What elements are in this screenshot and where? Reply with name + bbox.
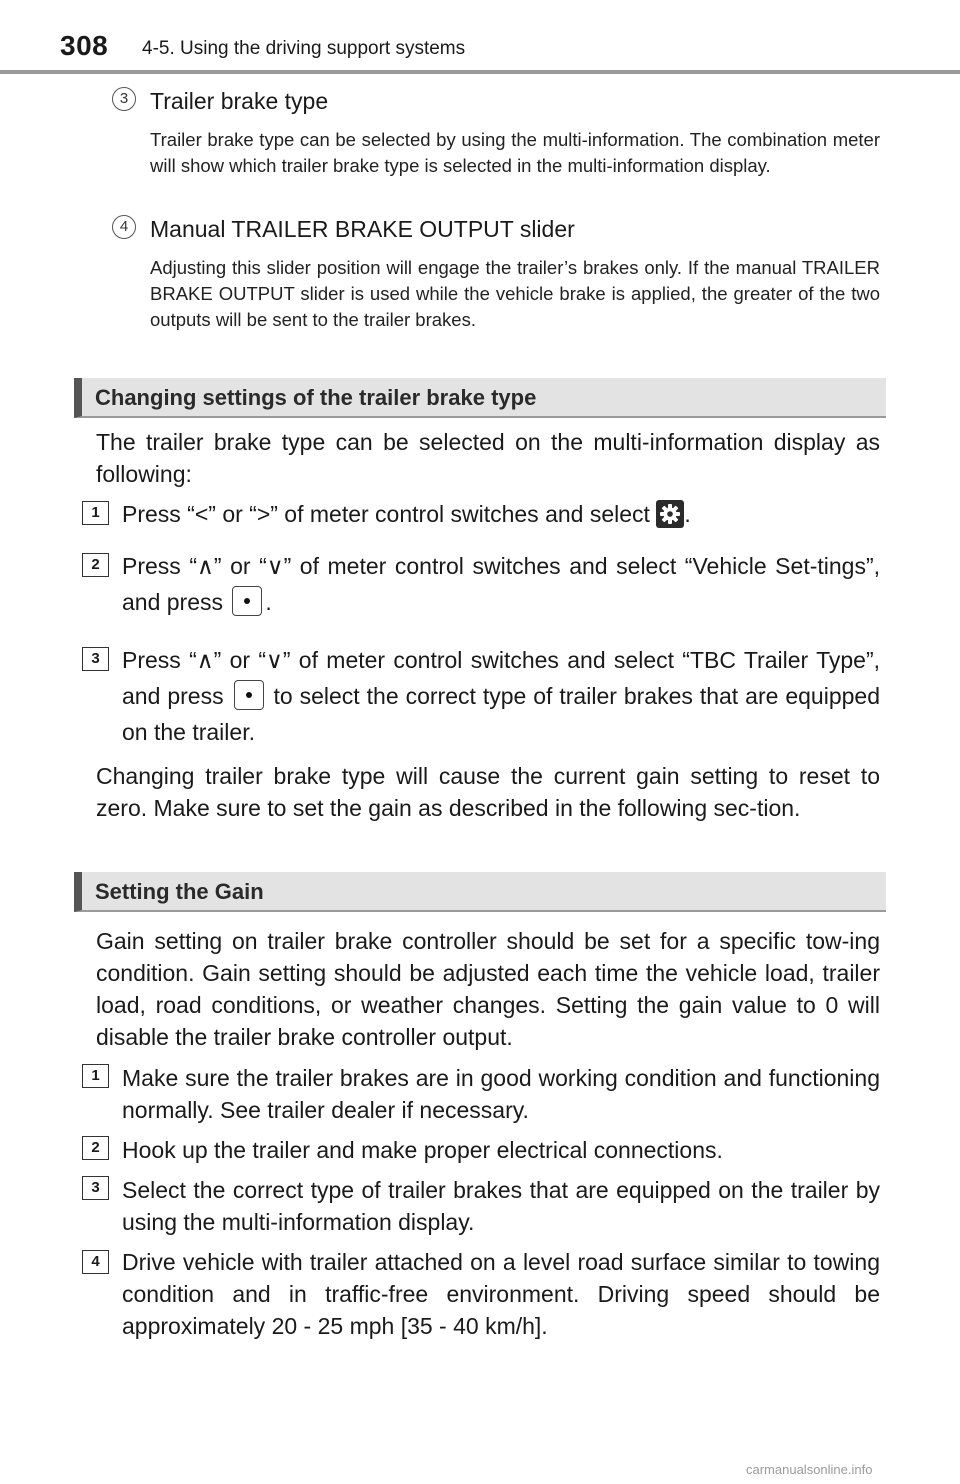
step-number: 2 xyxy=(82,553,109,577)
step-text-part: Press “∧” or “∨” of meter control switches and select “Vehicle Set-tings”, and press xyxy=(122,553,880,615)
step-text: Make sure the trailer brakes are in good working condition and functioning normally. See trailer dealer if necessary. xyxy=(122,1065,880,1123)
item-body: Trailer brake type can be selected by using the multi-information. The combination meter will show which trailer brake type is selected in the multi-information display. xyxy=(150,129,880,176)
watermark: carmanualsonline.info xyxy=(746,1462,873,1477)
step-text xyxy=(122,496,880,532)
step-text-part: to select the correct type of trailer brakes that are equipped on the trailer. xyxy=(122,683,880,745)
step-text-part: . xyxy=(684,501,691,527)
step-text: Drive vehicle with trailer attached on a level road surface similar to towing condition and in traffic-free environment. Driving speed should be approximately 20 - 25 mph [35 - 40 km/h]. xyxy=(122,1249,880,1339)
step-text-part: Press “<” or “>” of meter control switches and select xyxy=(122,501,657,527)
section-heading: Setting the Gain xyxy=(95,879,264,904)
step-text xyxy=(122,642,880,750)
callout-number: 4 xyxy=(112,215,136,239)
step-number: 4 xyxy=(82,1250,109,1274)
section-intro: The trailer brake type can be selected on the multi-information display as following: xyxy=(96,429,880,487)
item-title: Manual TRAILER BRAKE OUTPUT slider xyxy=(150,216,575,242)
step-text xyxy=(122,548,880,620)
step-number: 1 xyxy=(82,1064,109,1088)
enter-key-icon xyxy=(232,586,262,616)
item-title: Trailer brake type xyxy=(150,88,329,114)
step-text-part: . xyxy=(265,589,272,615)
header-rule xyxy=(0,70,960,74)
gear-icon xyxy=(656,500,684,528)
section-heading-bar xyxy=(74,872,886,912)
section-intro: Gain setting on trailer brake controller should be set for a specific tow-ing condition. Gain setting should be adjusted each time the vehicle load, trailer load, road conditions, or weather changes. Setting the gain value to 0 will disable the trailer brake controller output. xyxy=(96,928,880,1050)
section-note: Changing trailer brake type will cause the current gain setting to reset to zero. Make sure to set the gain as described in the following sec-tion. xyxy=(96,763,880,821)
section-heading-bar xyxy=(74,378,886,418)
enter-key-icon xyxy=(234,680,264,710)
step-number: 3 xyxy=(82,647,109,671)
callout-number: 3 xyxy=(112,87,136,111)
item-body: Adjusting this slider position will engage the trailer’s brakes only. If the manual TRAILER BRAKE OUTPUT slider is used while the vehicle brake is applied, the greater of the two outputs will be sent to the trailer brakes. xyxy=(150,257,880,330)
section-path: 4-5. Using the driving support systems xyxy=(142,38,466,59)
step-text: Select the correct type of trailer brakes that are equipped on the trailer by using the multi-information display. xyxy=(122,1177,880,1235)
step-text: Hook up the trailer and make proper electrical connections. xyxy=(122,1137,723,1163)
page-header xyxy=(0,0,960,76)
page-number: 308 xyxy=(60,30,109,61)
step-number: 1 xyxy=(82,501,109,525)
section-heading: Changing settings of the trailer brake type xyxy=(95,385,537,410)
step-number: 2 xyxy=(82,1136,109,1160)
step-text-part: Press “∧” or “∨” of meter control switches and select “TBC Trailer Type”, and press xyxy=(122,647,880,709)
step-number: 3 xyxy=(82,1176,109,1200)
